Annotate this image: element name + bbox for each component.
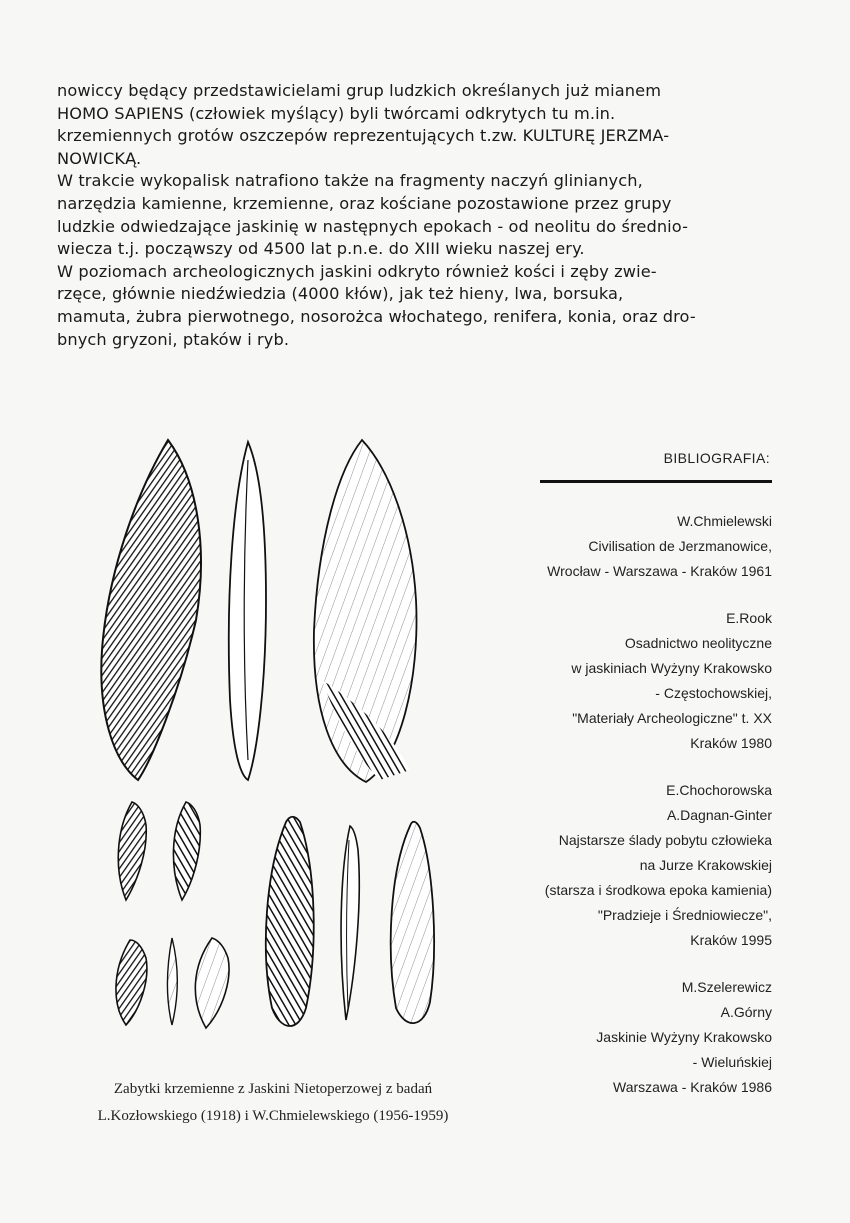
entry-line: "Materiały Archeologiczne" t. XX <box>572 710 772 726</box>
body-line: W trakcie wykopalisk natrafiono także na fragmenty naczyń glinianych, <box>57 171 643 191</box>
body-line: W poziomach archeologicznych jaskini odkryto również kości i zęby zwie- <box>57 261 657 281</box>
entry-line: - Częstochowskiej, <box>655 685 772 701</box>
body-line: mamuta, żubra pierwotnego, nosorożca włochatego, renifera, konia, oraz dro- <box>57 306 696 326</box>
bibliography-heading: BIBLIOGRAFIA: <box>663 450 770 466</box>
narrow-medium-blade <box>341 826 359 1020</box>
entry-line: E.Chochorowska <box>666 782 772 798</box>
body-line: HOMO SAPIENS (człowiek myślący) byli twórcami odkrytych tu m.in. <box>57 103 616 123</box>
entry-line: Kraków 1980 <box>690 735 772 751</box>
caption-line: L.Kozłowskiego (1918) i W.Chmielewskiego (1956-1959) <box>97 1108 449 1124</box>
flint-artifacts-illustration <box>90 430 490 1050</box>
entry-line: Wrocław - Warszawa - Kraków 1961 <box>547 563 772 579</box>
entry-line: A.Górny <box>720 1004 772 1020</box>
entry-line: E.Rook <box>726 610 772 626</box>
small-point <box>195 938 229 1028</box>
body-text <box>57 80 777 351</box>
bibliography-entry <box>462 606 772 756</box>
body-line: bnych gryzoni, ptaków i ryb. <box>57 329 290 349</box>
small-point <box>116 940 147 1025</box>
bibliography-entry <box>462 778 772 953</box>
bibliography-entry <box>462 975 772 1100</box>
body-line: nowiccy będący przedstawicielami grup ludzkich określanych już mianem <box>57 81 662 100</box>
entry-line: - Wieluńskiej <box>692 1054 772 1070</box>
medium-point <box>266 817 314 1026</box>
entry-line: na Jurze Krakowskiej <box>639 857 772 873</box>
figure-caption <box>58 1076 488 1130</box>
bibliography-entry <box>462 509 772 584</box>
entry-line: w jaskiniach Wyżyny Krakowsko <box>571 660 772 676</box>
caption-line: Zabytki krzemienne z Jaskini Nietoperzowej z badań <box>113 1081 433 1097</box>
bibliography <box>462 450 772 1122</box>
body-line: krzemiennych grotów oszczepów reprezentujących t.zw. KULTURĘ JERZMA- <box>57 126 670 146</box>
small-blade <box>168 938 178 1025</box>
entry-line: Osadnictwo neolityczne <box>624 635 772 651</box>
body-line: narzędzia kamienne, krzemienne, oraz kościane pozostawione przez grupy <box>57 193 672 213</box>
entry-line: Kraków 1995 <box>690 932 772 948</box>
body-line: wiecza t.j. począwszy od 4500 lat p.n.e. do XIII wieku naszej ery. <box>57 239 585 259</box>
entry-line: Warszawa - Kraków 1986 <box>613 1079 772 1095</box>
medium-point <box>391 822 434 1023</box>
entry-line: "Pradzieje i Średniowiecze", <box>597 907 772 923</box>
entry-line: (starsza i środkowa epoka kamienia) <box>544 882 772 898</box>
body-line: NOWICKĄ. <box>57 148 142 168</box>
entry-line: Najstarsze ślady pobytu człowieka <box>558 832 772 848</box>
small-point <box>118 802 146 900</box>
heading-rule <box>540 480 772 483</box>
large-leaf-point <box>101 440 201 780</box>
body-line: rzęce, głównie niedźwiedzia (4000 kłów), jak też hieny, lwa, borsuka, <box>57 284 624 304</box>
small-point <box>173 802 200 900</box>
entry-line: W.Chmielewski <box>677 513 772 529</box>
entry-line: Civilisation de Jerzmanowice, <box>588 538 772 554</box>
entry-line: M.Szelerewicz <box>681 979 772 995</box>
body-line: ludzkie odwiedzające jaskinię w następnych epokach - od neolitu do średnio- <box>57 216 689 236</box>
entry-line: A.Dagnan-Ginter <box>666 807 772 823</box>
entry-line: Jaskinie Wyżyny Krakowsko <box>596 1029 772 1045</box>
narrow-blade <box>229 442 266 780</box>
